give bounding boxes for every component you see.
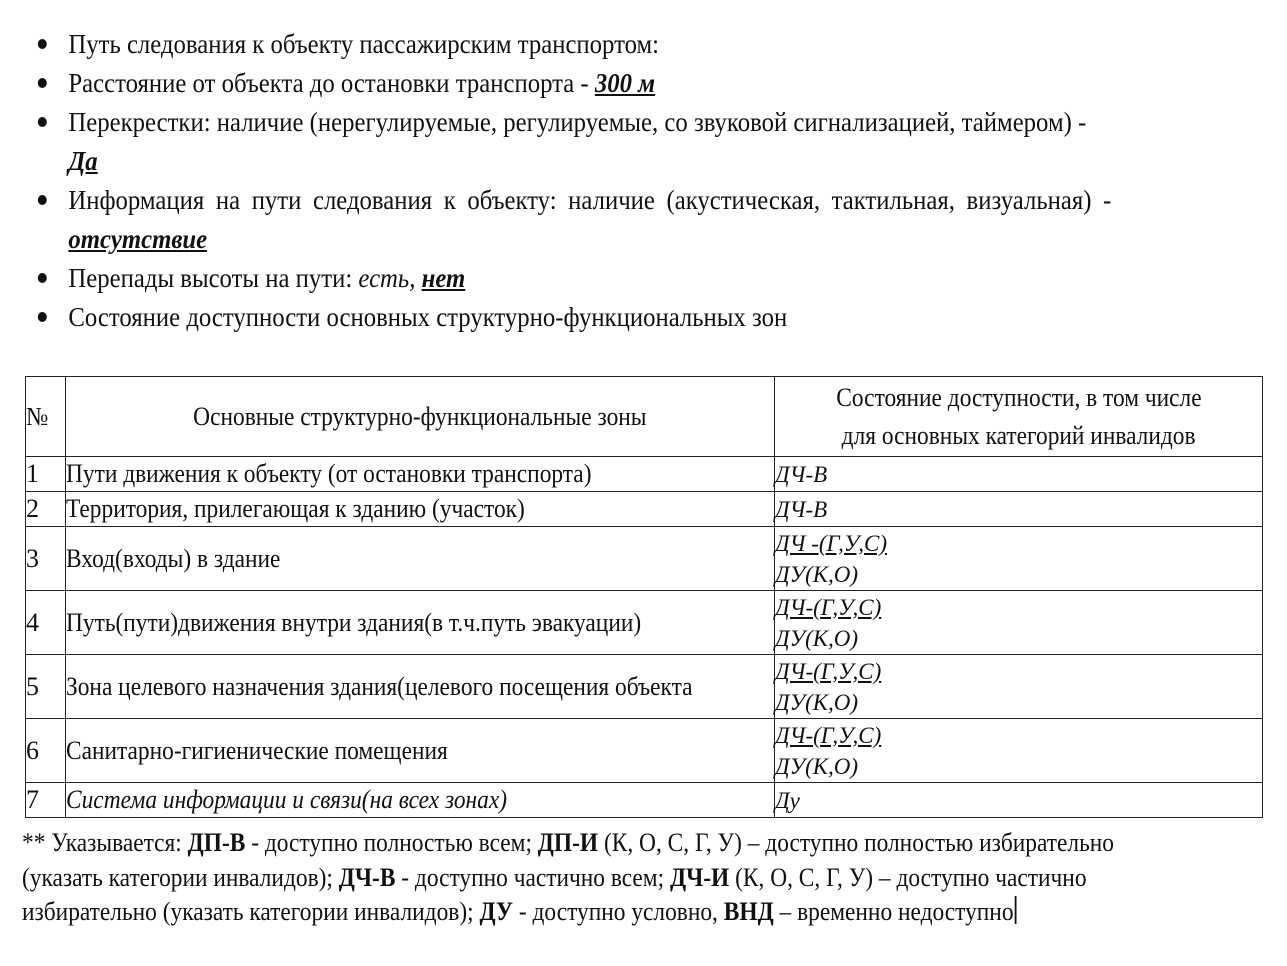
row-status: Ду	[775, 783, 1263, 818]
row-status: ДЧ-(Г,У,С) ДУ(К,О)	[775, 719, 1263, 783]
row-num: 4	[26, 591, 66, 655]
bullet-icon	[38, 39, 47, 49]
bullet-icon	[38, 117, 47, 127]
row-zone: Санитарно-гигиенические помещения	[66, 719, 775, 783]
footnote: ** Указывается: ДП-В - доступно полностью всем; ДП-И (К, О, С, Г, У) – доступно полностью избирательно (указать категории инвалидов); ДЧ-В - доступно частично всем; ДЧ-И (К, О, С, Г, У) – доступно частично избирательно (указать категории инвалидов); ДУ - доступно условно, ВНД – временно недоступно	[22, 828, 1114, 926]
bullet-item-information	[36, 180, 1265, 258]
row-num: 1	[26, 457, 66, 492]
table-header-row	[26, 377, 1263, 457]
crossroads-value: Да	[68, 145, 98, 176]
row-num: 7	[26, 783, 66, 818]
bullet-icon	[38, 195, 47, 205]
code-dch-i: ДЧ-И	[669, 862, 730, 892]
bullet-item-height-drops	[36, 258, 1265, 297]
header-status: Состояние доступности, в том числе для основных категорий инвалидов	[775, 377, 1263, 457]
row-status: ДЧ-(Г,У,С) ДУ(К,О)	[775, 591, 1263, 655]
information-value: отсутствие	[68, 223, 208, 254]
row-status: ДЧ-В	[775, 457, 1263, 492]
table-row	[26, 457, 1263, 492]
bullet-list	[36, 24, 1265, 336]
row-zone: Система информации и связи(на всех зонах)	[66, 783, 775, 818]
bullet-icon	[38, 78, 47, 88]
row-status: ДЧ-(Г,У,С) ДУ(К,О)	[775, 655, 1263, 719]
height-options: есть,	[358, 262, 422, 293]
row-num: 3	[26, 527, 66, 591]
table-row	[26, 591, 1263, 655]
bullet-text: Информация на пути следования к объекту: наличие (акустическая, тактильная, визуальная) -	[68, 184, 1112, 215]
table-row	[26, 783, 1263, 818]
row-num: 6	[26, 719, 66, 783]
bullet-text: Состояние доступности основных структурно-функциональных зон	[68, 301, 788, 332]
text-cursor	[1014, 896, 1016, 924]
code-dp-v: ДП-В	[187, 828, 246, 857]
bullet-text: Расстояние от объекта до остановки транспорта -	[68, 67, 595, 98]
header-num: №	[26, 377, 66, 457]
code-dp-i: ДП-И	[537, 828, 599, 857]
height-value: нет	[421, 262, 466, 293]
code-vnd: ВНД	[723, 897, 774, 926]
row-zone: Путь(пути)движения внутри здания(в т.ч.путь эвакуации)	[66, 591, 775, 655]
bullet-item-distance	[36, 63, 1265, 102]
code-du: ДУ	[479, 897, 514, 926]
bullet-icon	[38, 312, 47, 322]
bullet-text: Перепады высоты на пути:	[68, 262, 359, 293]
row-num: 5	[26, 655, 66, 719]
bullet-item-crossroads	[36, 102, 1265, 180]
bullet-text: Перекрестки: наличие (нерегулируемые, регулируемые, со звуковой сигнализацией, таймером) -	[68, 106, 1087, 137]
row-num: 2	[26, 492, 66, 527]
table-row	[26, 719, 1263, 783]
zones-table	[25, 376, 1263, 818]
bullet-text: Путь следования к объекту пассажирским транспортом:	[68, 28, 660, 59]
bullet-icon	[38, 273, 47, 283]
row-zone: Зона целевого назначения здания(целевого посещения объекта	[66, 655, 775, 719]
row-zone: Вход(входы) в здание	[66, 527, 775, 591]
table-row	[26, 527, 1263, 591]
row-zone: Пути движения к объекту (от остановки транспорта)	[66, 457, 775, 492]
table-row	[26, 492, 1263, 527]
code-dch-v: ДЧ-В	[338, 862, 396, 892]
row-status: ДЧ-В	[775, 492, 1263, 527]
row-zone: Территория, прилегающая к зданию (участок)	[66, 492, 775, 527]
distance-value: 300 м	[594, 67, 656, 98]
bullet-item-transport	[36, 24, 1265, 63]
bullet-item-accessibility	[36, 297, 1265, 336]
row-status: ДЧ -(Г,У,С) ДУ(К,О)	[775, 527, 1263, 591]
header-zone: Основные структурно-функциональные зоны	[66, 377, 775, 457]
table-row	[26, 655, 1263, 719]
